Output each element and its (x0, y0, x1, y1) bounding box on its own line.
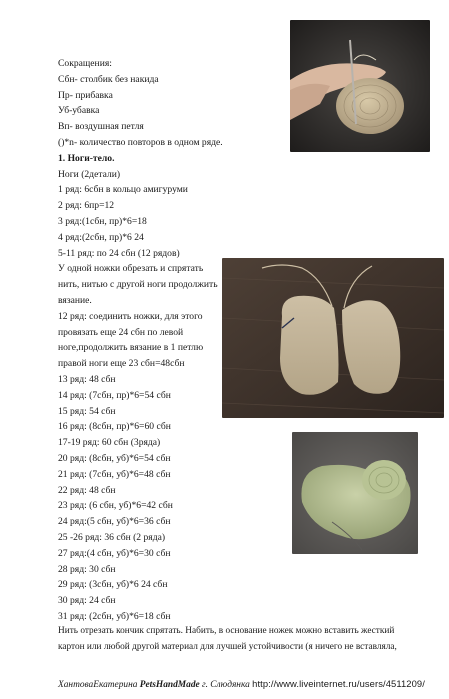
instruction-row: 4 ряд:(2сбн, пр)*6 24 (58, 231, 144, 243)
instruction-row: 24 ряд:(5 сбн, уб)*6=36 сбн (58, 516, 171, 528)
instruction-row: 14 ряд: (7сбн, пр)*6=54 сбн (58, 389, 171, 401)
footer-author: ХантоваЕкатерина (58, 680, 138, 690)
abbrev-line: Сокращения: (58, 58, 112, 69)
abbrev-line: Вп- воздушная петля (58, 121, 144, 133)
instruction-row: 25 -26 ряд: 36 сбн (2 ряда) (58, 531, 166, 543)
footer-brand: PetsHandMade (139, 680, 200, 690)
footer-city: г. Слюдянка (202, 680, 250, 690)
instruction-row: 15 ряд: 54 сбн (58, 405, 116, 417)
photo-joined-legs (292, 432, 418, 554)
instruction-row: 17-19 ряд: 60 сбн (3ряда) (58, 437, 161, 449)
abbrev-line: ()*n- количество повторов в одном ряде. (58, 136, 223, 148)
paragraph-line: Нить отрезать кончик спрятать. Набить, в основание ножек можно вставить жесткий (58, 626, 395, 636)
instruction-row: 2 ряд: 6пр=12 (58, 200, 115, 212)
abbrev-line: Пр- прибавка (58, 89, 113, 101)
instruction-row: правой ноги еще 23 сбн=48сбн (58, 358, 185, 370)
instruction-row: 27 ряд:(4 сбн, уб)*6=30 сбн (58, 547, 171, 559)
paragraph-line: картон или любой другой материал для лучшей устойчивости (я ничего не вставляла, (58, 641, 397, 652)
instruction-row: ноге,продолжить вязание в 1 петлю (58, 342, 204, 354)
instruction-row: 21 ряд: (7сбн, уб)*6=48 сбн (58, 468, 171, 480)
photo-two-legs (222, 258, 444, 418)
page-footer (58, 676, 448, 694)
section-title: 1. Ноги-тело. (58, 152, 115, 164)
instruction-row: 31 ряд: (2сбн, уб)*6=18 сбн (58, 610, 171, 622)
instruction-row: У одной ножки обрезать и спрятать (58, 263, 204, 275)
instruction-row: Ноги (2детали) (58, 168, 121, 180)
instruction-row: 30 ряд: 24 сбн (58, 595, 116, 607)
abbrev-line: Сбн- столбик без накида (58, 73, 159, 85)
instruction-row: 29 ряд: (3сбн, уб)*6 24 сбн (58, 579, 168, 591)
instruction-row: 5-11 ряд: по 24 сбн (12 рядов) (58, 247, 180, 259)
photo-crochet-start (290, 20, 430, 152)
instruction-row: 28 ряд: 30 сбн (58, 563, 116, 575)
abbrev-line: Уб-убавка (58, 105, 100, 117)
instruction-row: 12 ряд: соединить ножки, для этого (58, 310, 203, 322)
instruction-row: нить, нитью с другой ноги продолжить (58, 279, 218, 291)
instruction-row: 3 ряд:(1сбн, пр)*6=18 (58, 215, 147, 227)
instruction-row: вязание. (58, 294, 92, 306)
instruction-row: 16 ряд: (8сбн, пр)*6=60 сбн (58, 421, 171, 433)
footer-url[interactable]: http://www.liveinternet.ru/users/4511209/ (252, 678, 425, 689)
instruction-row: 13 ряд: 48 сбн (58, 373, 116, 385)
final-paragraph (58, 624, 438, 656)
instruction-row: провязать еще 24 сбн по левой (58, 326, 184, 338)
instruction-row: 1 ряд: 6сбн в кольцо амигуруми (58, 184, 188, 196)
instruction-row: 23 ряд: (6 сбн, уб)*6=42 сбн (58, 500, 173, 512)
instruction-row: 22 ряд: 48 сбн (58, 484, 116, 496)
instruction-row: 20 ряд: (8сбн, уб)*6=54 сбн (58, 452, 171, 464)
